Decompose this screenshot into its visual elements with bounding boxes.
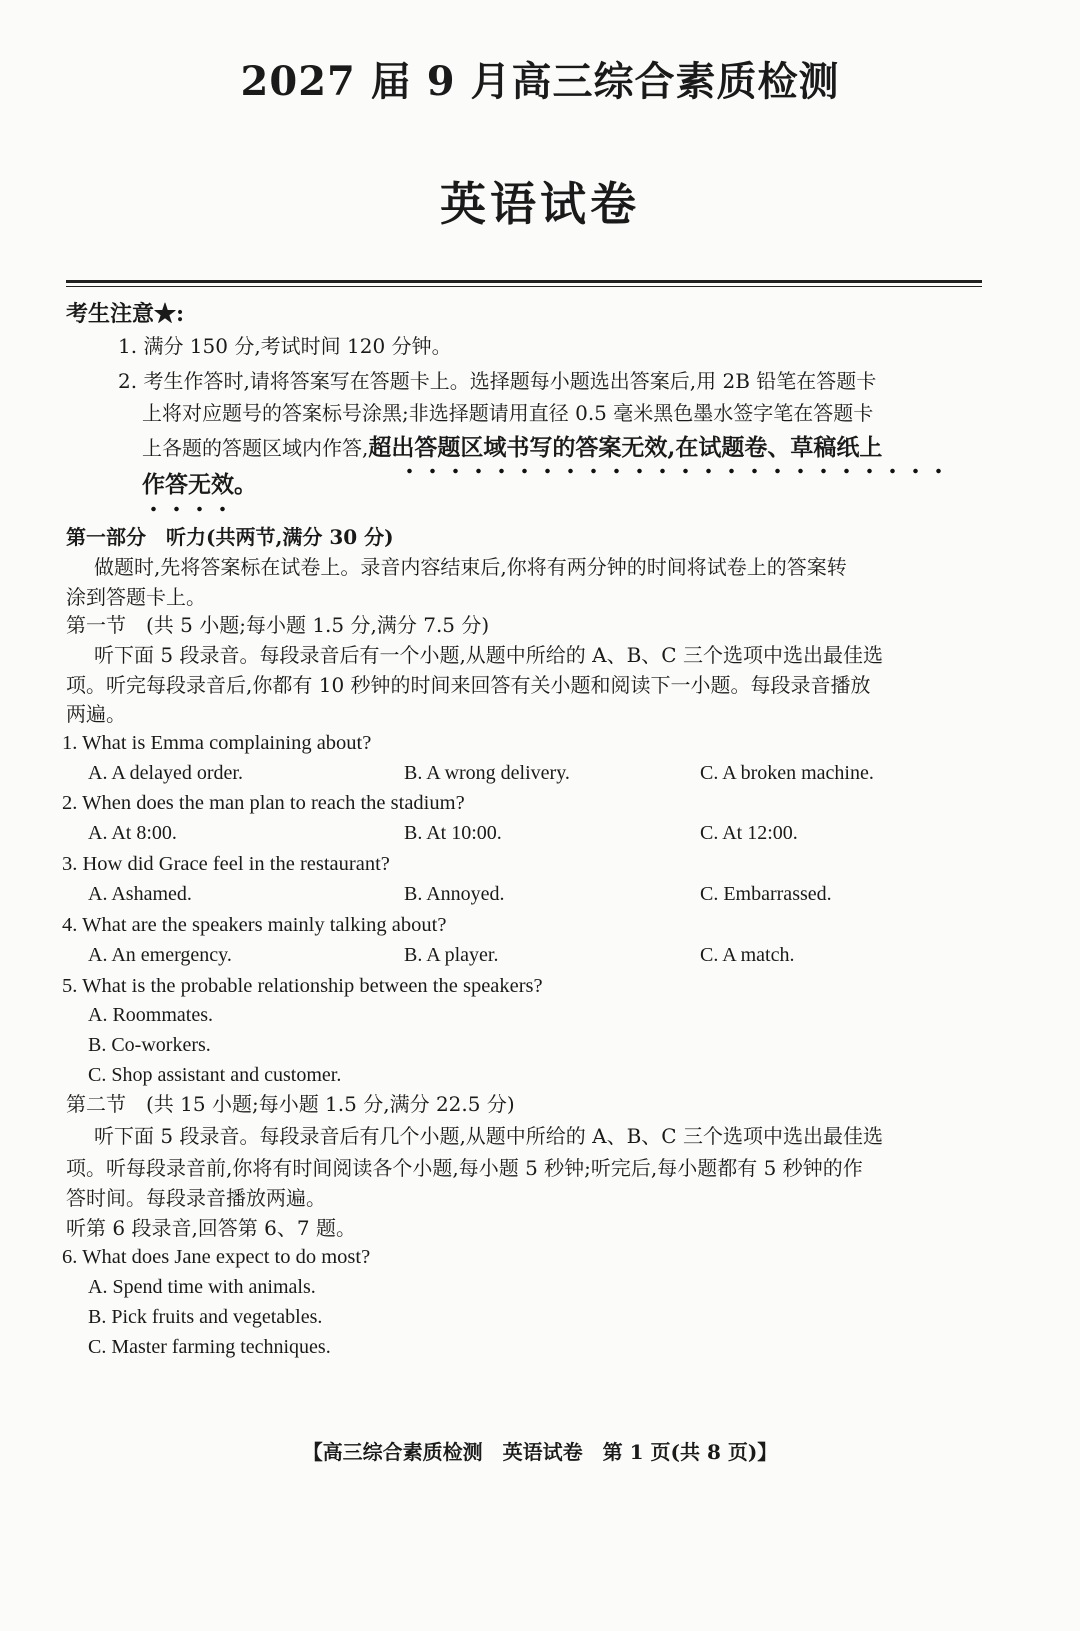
q2-option-a: A. At 8:00. bbox=[88, 822, 177, 844]
q3-option-b: B. Annoyed. bbox=[404, 883, 505, 905]
part1-intro-line-2: 涂到答题卡上。 bbox=[66, 585, 206, 609]
q1-option-c: C. A broken machine. bbox=[700, 762, 874, 784]
notice-item-2-line-2: 上将对应题号的答案标号涂黑;非选择题请用直径 0.5 毫米黑色墨水签字笔在答题卡 bbox=[142, 401, 874, 425]
exam-subject: 英语试卷 bbox=[440, 177, 640, 231]
q2-option-b: B. At 10:00. bbox=[404, 822, 502, 844]
question-3: 3. How did Grace feel in the restaurant? bbox=[62, 853, 390, 875]
notice-item-2-line-1: 2. 考生作答时,请将答案写在答题卡上。选择题每小题选出答案后,用 2B 铅笔在答题卡 bbox=[118, 369, 877, 393]
q4-option-c: C. A match. bbox=[700, 944, 795, 966]
notice-normal-text: 上各题的答题区域内作答, bbox=[142, 436, 369, 460]
q5-option-c: C. Shop assistant and customer. bbox=[88, 1064, 342, 1086]
question-6: 6. What does Jane expect to do most? bbox=[62, 1246, 371, 1268]
listen-6-instruction: 听第 6 段录音,回答第 6、7 题。 bbox=[66, 1216, 356, 1240]
page-footer: 【高三综合素质检测 英语试卷 第 1 页(共 8 页)】 bbox=[302, 1440, 778, 1464]
q4-option-b: B. A player. bbox=[404, 944, 499, 966]
q2-option-c: C. At 12:00. bbox=[700, 822, 798, 844]
section2-intro-line-2: 项。听每段录音前,你将有时间阅读各个小题,每小题 5 秒钟;听完后,每小题都有 5 秒钟的作 bbox=[66, 1156, 863, 1180]
q4-option-a: A. An emergency. bbox=[88, 944, 232, 966]
question-2: 2. When does the man plan to reach the stadium? bbox=[62, 792, 465, 814]
divider-thick bbox=[66, 280, 982, 283]
notice-item-1: 1. 满分 150 分,考试时间 120 分钟。 bbox=[118, 334, 452, 358]
question-4: 4. What are the speakers mainly talking about? bbox=[62, 914, 447, 936]
notice-item-2-line-4 bbox=[142, 470, 1062, 500]
emphasis-dots-2 bbox=[142, 506, 234, 512]
q6-option-c: C. Master farming techniques. bbox=[88, 1336, 331, 1358]
section2-intro-line-1: 听下面 5 段录音。每段录音后有几个小题,从题中所给的 A、B、C 三个选项中选出最佳选 bbox=[94, 1124, 883, 1148]
q5-option-a: A. Roommates. bbox=[88, 1004, 213, 1026]
q5-option-b: B. Co-workers. bbox=[88, 1034, 211, 1056]
q3-option-c: C. Embarrassed. bbox=[700, 883, 832, 905]
q1-option-b: B. A wrong delivery. bbox=[404, 762, 570, 784]
question-1: 1. What is Emma complaining about? bbox=[62, 732, 372, 754]
section1-intro-line-3: 两遍。 bbox=[66, 702, 126, 726]
notice-emphasis-text-2: 作答无效。 bbox=[142, 471, 257, 498]
section2-intro-line-3: 答时间。每段录音播放两遍。 bbox=[66, 1186, 326, 1210]
q6-option-b: B. Pick fruits and vegetables. bbox=[88, 1306, 323, 1328]
q3-option-a: A. Ashamed. bbox=[88, 883, 192, 905]
section1-heading: 第一节 (共 5 小题;每小题 1.5 分,满分 7.5 分) bbox=[66, 613, 490, 637]
part1-heading: 第一部分 听力(共两节,满分 30 分) bbox=[66, 525, 394, 549]
section1-intro-line-1: 听下面 5 段录音。每段录音后有一个小题,从题中所给的 A、B、C 三个选项中选出最佳选 bbox=[94, 643, 883, 667]
exam-title: 2027 届 9 月高三综合素质检测 bbox=[240, 58, 840, 105]
notice-item-2-line-3 bbox=[142, 433, 1062, 463]
q6-option-a: A. Spend time with animals. bbox=[88, 1276, 316, 1298]
notice-emphasis-text: 超出答题区域书写的答案无效,在试题卷、草稿纸上 bbox=[368, 434, 883, 461]
question-5: 5. What is the probable relationship between the speakers? bbox=[62, 975, 543, 997]
notice-heading: 考生注意★: bbox=[66, 301, 185, 327]
divider-thin bbox=[66, 286, 982, 287]
q1-option-a: A. A delayed order. bbox=[88, 762, 243, 784]
section2-heading: 第二节 (共 15 小题;每小题 1.5 分,满分 22.5 分) bbox=[66, 1092, 515, 1116]
part1-intro-line-1: 做题时,先将答案标在试卷上。录音内容结束后,你将有两分钟的时间将试卷上的答案转 bbox=[94, 555, 847, 579]
section1-intro-line-2: 项。听完每段录音后,你都有 10 秒钟的时间来回答有关小题和阅读下一小题。每段录音播放 bbox=[66, 673, 871, 697]
